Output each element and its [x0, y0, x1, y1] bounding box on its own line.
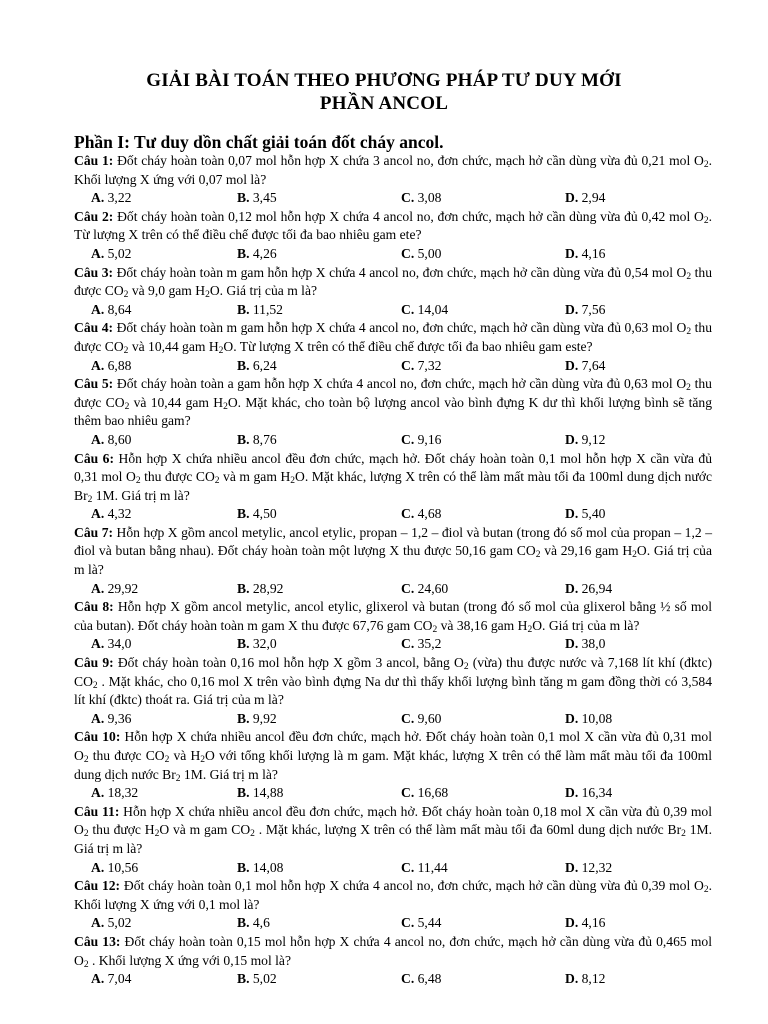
option-value: 11,52: [252, 301, 283, 317]
answer-option-d: [565, 431, 605, 450]
question-text-block: [74, 319, 712, 356]
option-letter: B.: [237, 431, 250, 447]
answer-option-c: [401, 635, 441, 654]
answer-option-b: [237, 431, 277, 450]
question-item: [74, 319, 712, 375]
question-item: [74, 933, 712, 989]
option-letter: D.: [565, 710, 579, 726]
question-list: [74, 152, 712, 989]
question-label: Câu 10:: [74, 729, 121, 745]
answer-option-a: [91, 784, 138, 803]
question-item: [74, 264, 712, 320]
answer-options: [74, 301, 712, 320]
question-item: [74, 375, 712, 449]
option-value: 12,32: [581, 859, 613, 875]
question-item: [74, 654, 712, 728]
question-item: [74, 152, 712, 208]
option-value: 7,64: [581, 357, 606, 373]
question-label: Câu 1:: [74, 153, 114, 168]
question-text-block: [74, 654, 712, 710]
option-letter: B.: [237, 245, 250, 261]
option-letter: A.: [91, 915, 105, 931]
option-letter: C.: [401, 710, 415, 726]
option-value: 7,32: [417, 357, 442, 373]
option-value: 5,02: [107, 915, 132, 931]
answer-option-b: [237, 301, 283, 320]
document-title: GIẢI BÀI TOÁN THEO PHƯƠNG PHÁP TƯ DUY MỚI: [146, 70, 622, 91]
answer-option-d: [565, 710, 612, 729]
answer-option-b: [237, 580, 283, 599]
option-letter: C.: [401, 636, 415, 652]
option-value: 4,32: [107, 506, 132, 522]
answer-option-d: [565, 859, 612, 878]
option-value: 4,50: [252, 506, 277, 522]
option-value: 8,12: [581, 971, 606, 987]
answer-option-d: [565, 914, 605, 933]
option-letter: B.: [237, 915, 250, 931]
option-letter: C.: [401, 431, 415, 447]
answer-option-d: [565, 357, 605, 376]
option-value: 3,08: [417, 190, 442, 206]
question-label: Câu 6:: [74, 450, 115, 466]
answer-option-d: [565, 635, 605, 654]
question-text-block: [74, 877, 712, 914]
question-label: Câu 9:: [74, 655, 114, 671]
option-letter: C.: [401, 506, 415, 522]
question-text-block: [74, 803, 712, 859]
option-letter: D.: [565, 636, 579, 652]
question-item: [74, 450, 712, 524]
document-subtitle: PHẦN ANCOL: [319, 93, 449, 114]
answer-option-b: [237, 859, 283, 878]
option-value: 3,45: [252, 190, 277, 206]
option-value: 9,16: [417, 431, 442, 447]
option-letter: C.: [401, 859, 415, 875]
answer-option-d: [565, 580, 612, 599]
option-value: 9,12: [581, 431, 606, 447]
option-letter: A.: [91, 636, 105, 652]
option-letter: B.: [237, 859, 250, 875]
answer-option-a: [91, 580, 138, 599]
answer-option-d: [565, 301, 605, 320]
answer-option-a: [91, 635, 131, 654]
option-value: 4,16: [581, 245, 606, 261]
question-text: Hỗn hợp X gồm ancol metylic, ancol etylic, propan – 1,2 – điol và butan (trong đó số mol của propan – 1,2 – điol và butan bằng nhau). Đốt cháy hoàn toàn một lượng X thu được 50,16 gam $CO_2$ và 29,16 gam $H_2O$. Giá trị của m là?: [74, 524, 713, 578]
answer-option-a: [91, 859, 138, 878]
answer-option-c: [401, 245, 441, 264]
answer-options: [74, 914, 712, 933]
question-text: Đốt cháy hoàn toàn m gam hỗn hợp X chứa 4 ancol no, đơn chức, mạch hở cần dùng vừa đủ 0,63 mol $O_2$ thu được $CO_2$ và 10,44 gam $H_2O$. Từ lượng X trên có thể điều chế được tối đa bao nhiêu gam este?: [74, 320, 712, 356]
question-label: Câu 13:: [74, 933, 121, 949]
option-value: 11,44: [417, 859, 448, 875]
question-text-block: [74, 933, 712, 970]
option-value: 29,92: [107, 580, 139, 596]
option-value: 9,36: [107, 710, 132, 726]
answer-option-a: [91, 357, 131, 376]
option-value: 4,26: [252, 245, 277, 261]
option-value: 32,0: [252, 636, 277, 652]
answer-option-c: [401, 784, 448, 803]
question-text-block: [74, 598, 712, 635]
option-letter: A.: [91, 971, 105, 987]
question-label: Câu 2:: [74, 208, 114, 224]
option-value: 38,0: [581, 636, 606, 652]
question-text-block: [74, 375, 712, 431]
option-value: 5,02: [107, 245, 132, 261]
question-text: Đốt cháy hoàn toàn 0,1 mol hỗn hợp X chứa 4 ancol no, đơn chức, mạch hở cần dùng vừa đủ 0,39 mol $O_2$. Khối lượng X ứng với 0,1 mol là?: [74, 878, 712, 912]
option-letter: B.: [237, 785, 250, 801]
answer-options: [74, 635, 712, 654]
answer-option-a: [91, 431, 131, 450]
option-value: 34,0: [107, 636, 132, 652]
option-value: 5,00: [417, 245, 442, 261]
option-letter: B.: [237, 636, 250, 652]
option-letter: B.: [237, 710, 250, 726]
question-text: Hỗn hợp X chứa nhiều ancol đều đơn chức, mạch hở. Đốt cháy hoàn toàn 0,18 mol X cần vừa đủ 0,39 mol $O_2$ thu được $H_2O$ và m gam $CO_2$ . Mặt khác, lượng X trên có thể làm mất màu tối đa 60ml dung dịch nước $Br_2$ 1M. Giá trị m là?: [74, 803, 712, 856]
question-text-block: [74, 264, 712, 301]
answer-option-c: [401, 189, 441, 208]
answer-option-a: [91, 301, 131, 320]
option-value: 8,76: [252, 431, 277, 447]
answer-option-c: [401, 580, 448, 599]
option-value: 26,94: [581, 580, 613, 596]
question-item: [74, 728, 712, 802]
option-value: 18,32: [107, 785, 139, 801]
option-value: 6,24: [252, 357, 277, 373]
option-letter: A.: [91, 301, 105, 317]
answer-option-c: [401, 301, 448, 320]
answer-option-b: [237, 189, 277, 208]
question-text: Đốt cháy hoàn toàn 0,16 mol hỗn hợp X gồm 3 ancol, bằng $O_2$ (vừa) thu được nước và 7,168 lít khí (đktc) $CO_2$ . Mặt khác, cho 0,16 mol X trên vào bình đựng Na dư thì thấy khối lượng bình tăng m gam đồng thời có 3,584 lít khí (đktc) thoát ra. Giá trị của m là?: [74, 655, 712, 708]
question-label: Câu 7:: [74, 524, 114, 540]
answer-options: [74, 784, 712, 803]
answer-option-d: [565, 505, 605, 524]
option-letter: D.: [565, 357, 579, 373]
question-text-block: [74, 728, 712, 784]
option-value: 4,68: [417, 506, 442, 522]
option-value: 9,92: [252, 710, 277, 726]
option-letter: D.: [565, 915, 579, 931]
answer-option-a: [91, 710, 131, 729]
question-label: Câu 12:: [74, 878, 121, 894]
option-letter: D.: [565, 431, 579, 447]
option-value: 8,60: [107, 431, 132, 447]
option-value: 14,88: [252, 785, 284, 801]
answer-option-a: [91, 245, 131, 264]
option-value: 9,60: [417, 710, 442, 726]
option-letter: B.: [237, 506, 250, 522]
question-text: Hỗn hợp X chứa nhiều ancol đều đơn chức, mạch hở. Đốt cháy hoàn toàn 0,1 mol hỗn hợp X cần vừa đủ 0,31 mol $O_2$ thu được $CO_2$ và m gam $H_2O$. Mặt khác, lượng X trên có thể làm mất màu tối đa 100ml dung dịch nước $Br_2$ 1M. Giá trị m là?: [74, 450, 713, 505]
option-letter: C.: [401, 357, 415, 373]
option-letter: D.: [565, 245, 579, 261]
option-letter: D.: [565, 859, 579, 875]
question-text-block: [74, 152, 712, 189]
answer-option-c: [401, 914, 441, 933]
option-letter: B.: [237, 357, 250, 373]
answer-option-b: [237, 970, 277, 989]
option-value: 4,6: [252, 915, 270, 931]
option-value: 7,04: [107, 971, 132, 987]
option-letter: C.: [401, 301, 415, 317]
answer-option-a: [91, 189, 131, 208]
answer-option-b: [237, 710, 277, 729]
option-value: 5,44: [417, 915, 442, 931]
option-letter: A.: [91, 190, 105, 206]
answer-option-c: [401, 357, 441, 376]
question-text-block: [74, 450, 712, 506]
question-label: Câu 8:: [74, 599, 114, 615]
option-letter: D.: [565, 971, 579, 987]
question-text: Đốt cháy hoàn toàn m gam hỗn hợp X chứa 4 ancol no, đơn chức, mạch hở cần dùng vừa đủ 0,54 mol $O_2$ thu được $CO_2$ và 9,0 gam $H_2O$. Giá trị của m là?: [74, 264, 712, 301]
question-item: [74, 524, 712, 598]
option-letter: B.: [237, 971, 250, 987]
option-letter: A.: [91, 357, 105, 373]
question-text: Đốt cháy hoàn toàn 0,07 mol hỗn hợp X chứa 3 ancol no, đơn chức, mạch hở cần dùng vừa đủ 0,21 mol $O_2$. Khối lượng X ứng với 0,07 mol là?: [74, 153, 712, 187]
answer-option-d: [565, 245, 605, 264]
answer-options: [74, 431, 712, 450]
option-letter: C.: [401, 245, 415, 261]
question-text: Đốt cháy hoàn toàn 0,15 mol hỗn hợp X chứa 4 ancol no, đơn chức, mạch hở cần dùng vừa đủ 0,465 mol $O_2$ . Khối lượng X ứng với 0,15 mol là?: [74, 933, 712, 970]
answer-option-b: [237, 635, 277, 654]
answer-option-c: [401, 431, 441, 450]
answer-options: [74, 710, 712, 729]
question-item: [74, 598, 712, 654]
option-letter: A.: [91, 506, 105, 522]
option-letter: A.: [91, 431, 105, 447]
option-value: 5,40: [581, 506, 606, 522]
option-letter: B.: [237, 580, 250, 596]
answer-option-b: [237, 784, 283, 803]
option-value: 10,08: [581, 710, 613, 726]
question-item: [74, 803, 712, 877]
option-value: 5,02: [252, 971, 277, 987]
answer-options: [74, 970, 712, 989]
answer-option-b: [237, 357, 277, 376]
option-value: 14,08: [252, 859, 284, 875]
answer-options: [74, 245, 712, 264]
question-text: Đốt cháy hoàn toàn 0,12 mol hỗn hợp X chứa 4 ancol no, đơn chức, mạch hở cần dùng vừa đủ 0,42 mol $O_2$. Từ lượng X trên có thể điều chế được tối đa bao nhiêu gam ete?: [74, 208, 712, 243]
option-value: 8,64: [107, 301, 132, 317]
option-letter: A.: [91, 710, 105, 726]
option-value: 35,2: [417, 636, 442, 652]
option-value: 4,16: [581, 915, 606, 931]
question-text-block: [74, 524, 712, 580]
option-letter: D.: [565, 785, 579, 801]
option-value: 6,88: [107, 357, 132, 373]
question-label: Câu 3:: [74, 264, 114, 280]
option-letter: C.: [401, 785, 415, 801]
question-label: Câu 5:: [74, 376, 114, 392]
question-item: [74, 877, 712, 933]
question-label: Câu 11:: [74, 803, 120, 819]
answer-options: [74, 859, 712, 878]
question-text: Đốt cháy hoàn toàn a gam hỗn hợp X chứa 4 ancol no, đơn chức, mạch hở cần dùng vừa đủ 0,63 mol $O_2$ thu được $CO_2$ và 10,44 gam $H_2O$. Mặt khác, cho toàn bộ lượng ancol vào bình đựng K dư thì khối lượng bình sẽ tăng thêm bao nhiêu gam?: [74, 376, 712, 429]
option-letter: A.: [91, 859, 105, 875]
option-letter: D.: [565, 190, 579, 206]
option-letter: C.: [401, 190, 415, 206]
question-item: [74, 208, 712, 264]
option-letter: C.: [401, 580, 415, 596]
answer-options: [74, 505, 712, 524]
answer-option-a: [91, 914, 131, 933]
option-value: 16,34: [581, 785, 613, 801]
answer-option-b: [237, 505, 277, 524]
answer-option-a: [91, 970, 131, 989]
question-text: Hỗn hợp X gồm ancol metylic, ancol etylic, glixerol và butan (trong đó số mol của glixerol bằng ½ số mol của butan). Đốt cháy hoàn toàn m gam X thu được 67,76 gam $CO_2$ và 38,16 gam $H_2O$. Giá trị của m là?: [74, 599, 712, 635]
section-heading: Phần I: Tư duy dồn chất giải toán đốt cháy ancol.: [74, 132, 444, 152]
answer-option-d: [565, 970, 605, 989]
answer-options: [74, 189, 712, 208]
question-label: Câu 4:: [74, 320, 114, 336]
option-letter: C.: [401, 915, 415, 931]
answer-option-b: [237, 914, 270, 933]
option-value: 14,04: [417, 301, 449, 317]
answer-option-d: [565, 189, 605, 208]
answer-option-b: [237, 245, 277, 264]
answer-option-c: [401, 970, 441, 989]
option-letter: B.: [237, 301, 250, 317]
option-letter: B.: [237, 190, 250, 206]
option-value: 10,56: [107, 859, 139, 875]
answer-options: [74, 580, 712, 599]
option-value: 7,56: [581, 301, 606, 317]
option-letter: A.: [91, 785, 105, 801]
answer-option-d: [565, 784, 612, 803]
option-letter: D.: [565, 580, 579, 596]
answer-option-c: [401, 859, 448, 878]
answer-option-c: [401, 505, 441, 524]
option-letter: D.: [565, 301, 579, 317]
option-value: 6,48: [417, 971, 442, 987]
option-value: 24,60: [417, 580, 449, 596]
option-value: 3,22: [107, 190, 132, 206]
question-text: Hỗn hợp X chứa nhiều ancol đều đơn chức, mạch hở. Đốt cháy hoàn toàn 0,1 mol X cần vừa đủ 0,31 mol $O_2$ thu được $CO_2$ và $H_2O$ với tổng khối lượng là m gam. Mặt khác, lượng X trên có thể làm mất màu tối đa 100ml dung dịch nước $Br_2$ 1M. Giá trị m là?: [74, 729, 712, 784]
option-value: 16,68: [417, 785, 449, 801]
option-letter: C.: [401, 971, 415, 987]
answer-option-a: [91, 505, 131, 524]
answer-options: [74, 357, 712, 376]
option-letter: D.: [565, 506, 579, 522]
option-letter: A.: [91, 245, 105, 261]
option-value: 28,92: [252, 580, 284, 596]
option-letter: A.: [91, 580, 105, 596]
option-value: 2,94: [581, 190, 606, 206]
answer-option-c: [401, 710, 441, 729]
question-text-block: [74, 208, 712, 245]
